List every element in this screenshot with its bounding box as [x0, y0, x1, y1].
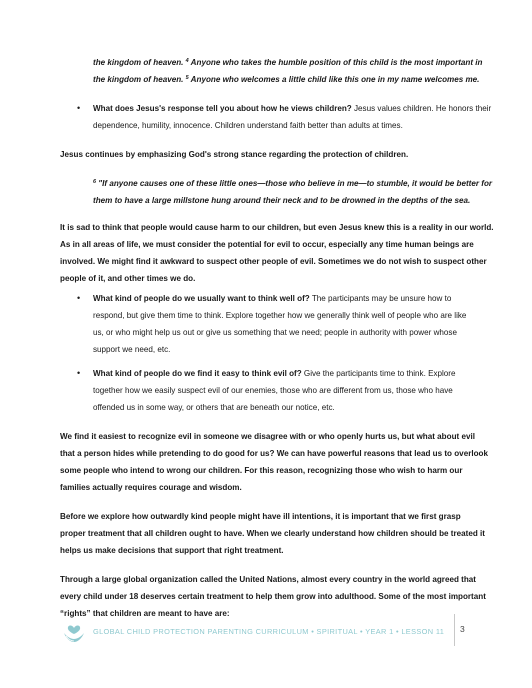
paragraph-line: helps us make decisions that support that right treatment.: [60, 546, 284, 555]
scripture-quote-line: them to have a large millstone hung around their neck and to be drowned in the depths of the sea.: [93, 196, 471, 205]
discussion-question: What kind of people do we usually want to think well of? The participants may be unsure how to: [93, 294, 452, 303]
discussion-question: What does Jesus's response tell you about how he views children? Jesus values children. He honors their: [93, 104, 492, 113]
paragraph-line: We find it easiest to recognize evil in someone we disagree with or who openly hurts us, but what about evil: [60, 432, 475, 441]
paragraph-line: As in all areas of life, we must consider the potential for evil to occur, especially any time human beings are: [60, 240, 474, 249]
discussion-answer: together how we easily suspect evil of our enemies, those who are different from us, those who have: [93, 386, 453, 395]
paragraph-line: some people who intend to wrong our children. For this reason, recognizing those who wish to harm our: [60, 466, 463, 475]
page-footer: [62, 622, 482, 646]
discussion-answer: respond, but give them time to think. Explore together how we generally think well of people who are like: [93, 311, 467, 320]
paragraph-line: proper treatment that all children ought to have. When we clearly understand how children should be treated it: [60, 529, 485, 538]
bullet-icon: •: [77, 293, 81, 303]
verse-number: 5: [185, 75, 189, 81]
verse-number: 4: [185, 58, 189, 64]
footer-title: GLOBAL CHILD PROTECTION PARENTING CURRICULUM • SPIRITUAL • YEAR 1 • LESSON 11: [93, 627, 445, 636]
paragraph-line: Through a large global organization called the United Nations, almost every country in the world agreed that: [60, 575, 476, 584]
paragraph-line: every child under 18 deserves certain treatment to help them grow into adulthood. Some of the most important: [60, 592, 486, 601]
verse-number: 6: [93, 179, 97, 185]
discussion-question: What kind of people do we find it easy to think evil of? Give the participants time to think. Explore: [93, 369, 456, 378]
paragraph-line: “rights” that children are meant to have are:: [60, 609, 230, 618]
page-number: 3: [460, 624, 465, 634]
paragraph-line: people of it, and other times we do.: [60, 274, 196, 283]
discussion-answer: support we need, etc.: [93, 345, 171, 354]
scripture-quote-line: $^6$ "If anyone causes one of these little ones—those who believe in me—to stumble, it would be better for: [93, 179, 493, 188]
discussion-answer: offended us in some way, or others that are beneath our notice, etc.: [93, 403, 335, 412]
paragraph-line: that a person hides while pretending to do good for us? We can have powerful reasons that lead us to overlook: [60, 449, 488, 458]
scripture-quote-line: the kingdom of heaven. $^4$ Anyone who takes the humble position of this child is the most important in: [93, 58, 483, 67]
footer-divider: [454, 614, 455, 646]
paragraph-line: involved. We might find it awkward to suspect other people of evil. Sometimes we do not wish to suspect other: [60, 257, 487, 266]
hands-heart-logo-icon: [62, 622, 86, 644]
paragraph-line: It is sad to think that people would cause harm to our children, but even Jesus knew this is a reality in our world.: [60, 223, 494, 232]
discussion-answer: us, or who might help us out or give us something that we need; people in authority with power whose: [93, 328, 457, 337]
scripture-quote-line: the kingdom of heaven. $^5$ Anyone who welcomes a little child like this one in my name welcomes me.: [93, 75, 480, 84]
paragraph-line: Before we explore how outwardly kind people might have ill intentions, it is important that we first grasp: [60, 512, 461, 521]
paragraph-line: families actually requires courage and wisdom.: [60, 483, 242, 492]
bullet-icon: •: [77, 368, 81, 378]
discussion-answer: dependence, humility, innocence. Children understand faith better than adults at times.: [93, 121, 403, 130]
transition-text: Jesus continues by emphasizing God's strong stance regarding the protection of children.: [60, 150, 409, 159]
bullet-icon: •: [77, 103, 81, 113]
